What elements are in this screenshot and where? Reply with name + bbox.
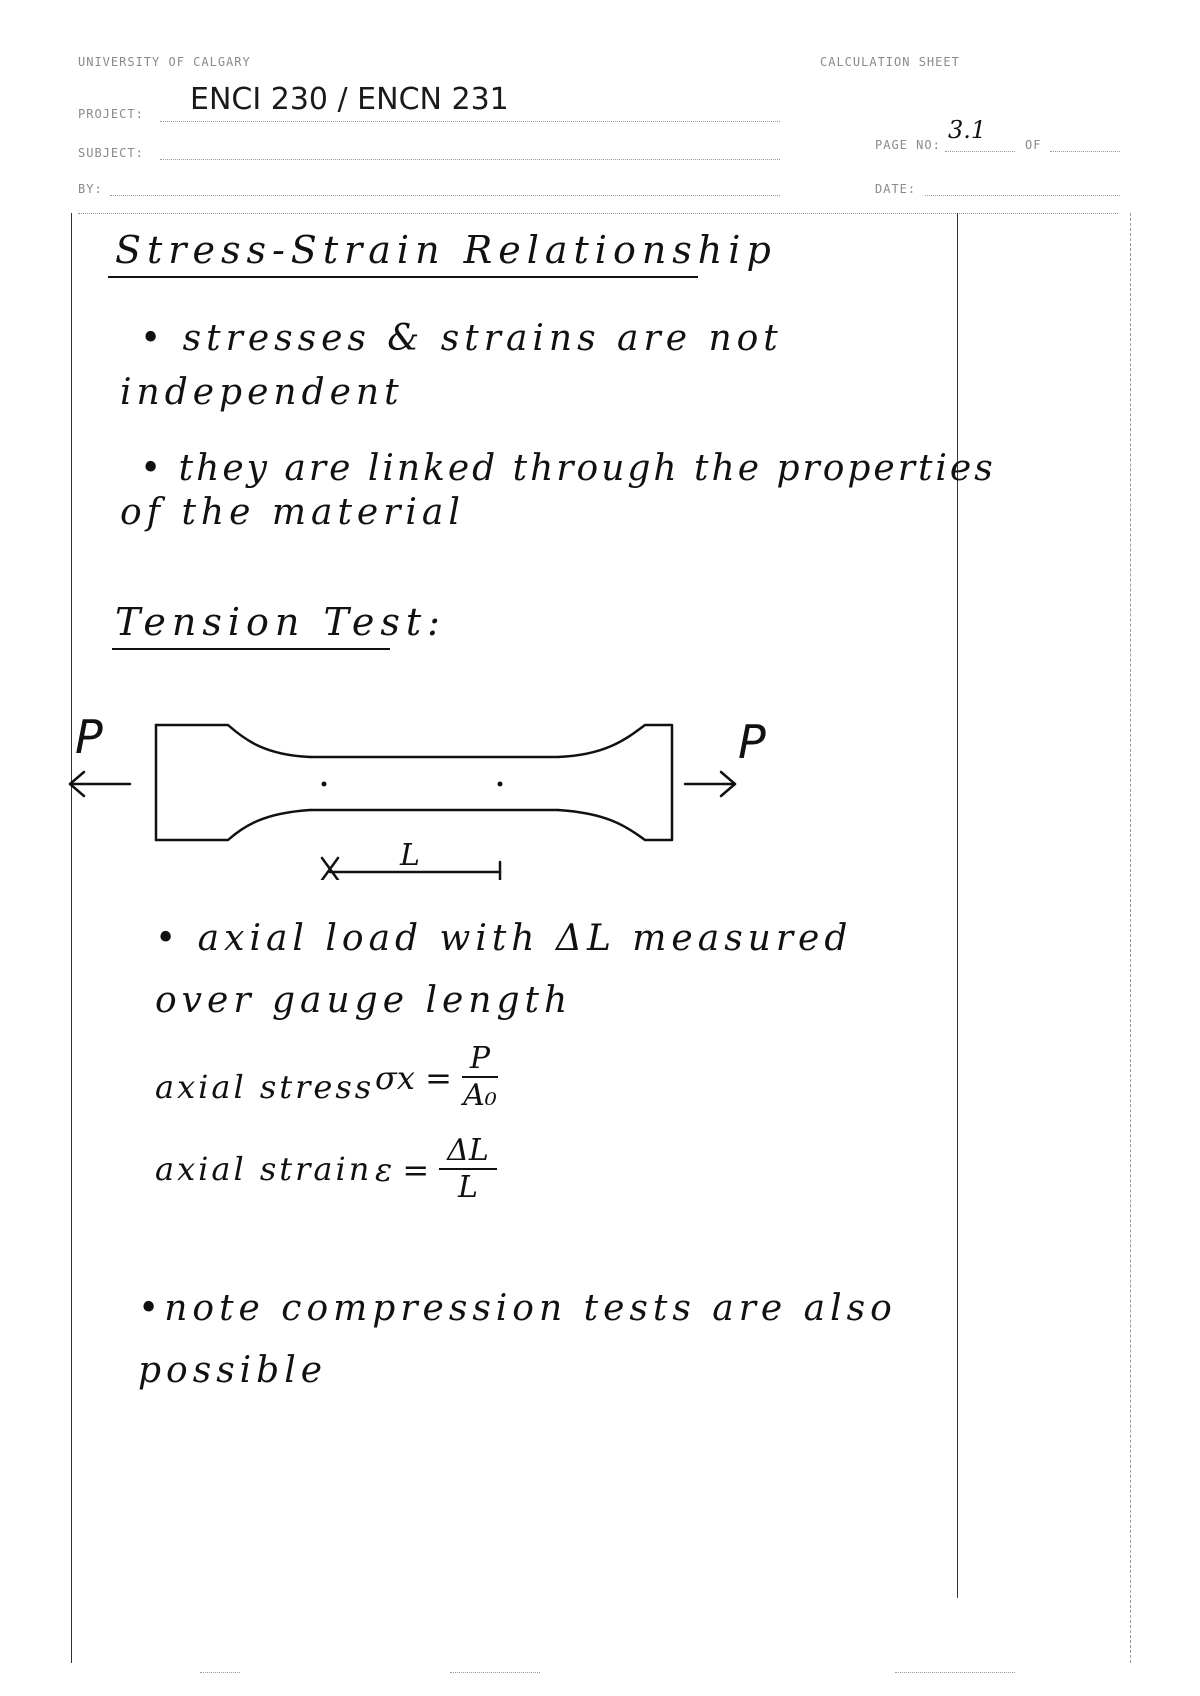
footer-mark-left [200, 1672, 240, 1673]
of-dotted-line [1050, 151, 1120, 152]
heading-stress-strain-underline [108, 276, 698, 278]
bullet-3-line-2: over gauge length [155, 980, 573, 1021]
date-label: DATE: [875, 182, 917, 196]
strain-denominator: L [457, 1170, 478, 1205]
page-label: PAGE NO: [875, 138, 941, 152]
footer-mark-center [450, 1672, 540, 1673]
footer-mark-right [895, 1672, 1015, 1673]
axial-strain-label: axial strain [155, 1150, 373, 1188]
stress-fraction [462, 1042, 498, 1114]
subject-label: SUBJECT: [78, 146, 144, 160]
stress-symbol: σx = [375, 1059, 452, 1097]
page-edge-rule [1130, 213, 1131, 1663]
heading-stress-strain: Stress-Strain Relationship [115, 228, 777, 272]
axial-strain-formula [375, 1134, 497, 1206]
right-column-rule [957, 213, 958, 1598]
axial-stress-label: axial stress [155, 1068, 375, 1106]
by-dotted-line [110, 195, 780, 196]
stress-denominator: A₀ [463, 1078, 497, 1113]
gauge-length-label: L [400, 838, 425, 873]
project-label: PROJECT: [78, 107, 144, 121]
axial-stress-formula [375, 1042, 498, 1114]
note-line-2: possible [138, 1350, 328, 1391]
of-label: OF [1025, 138, 1042, 152]
bullet-1-line-2: independent [120, 372, 404, 413]
stress-numerator: P [469, 1041, 491, 1076]
gauge-mark-left [322, 782, 327, 787]
load-label-right: P [738, 715, 771, 769]
by-label: BY: [78, 182, 103, 196]
heading-tension-test: Tension Test: [115, 600, 446, 644]
heading-tension-test-underline [112, 648, 390, 650]
bullet-2-line-2: of the material [120, 492, 465, 533]
strain-symbol: ε = [375, 1151, 430, 1189]
load-label-left: P [75, 710, 108, 764]
gauge-mark-right [498, 782, 503, 787]
strain-fraction [439, 1134, 497, 1206]
page-number: 3.1 [948, 116, 987, 144]
bullet-3-line-1: • axial load with ΔL measured [155, 918, 853, 959]
subject-dotted-line [160, 159, 780, 160]
note-line-1: •note compression tests are also [138, 1288, 897, 1329]
sheet-type: CALCULATION SHEET [820, 55, 960, 69]
left-margin-rule [71, 213, 72, 1663]
project-value: ENCI 230 / ENCN 231 [190, 82, 509, 117]
project-dotted-line [160, 121, 780, 122]
strain-numerator: ΔL [447, 1133, 489, 1168]
page-dotted-line [945, 151, 1015, 152]
org-line: UNIVERSITY OF CALGARY [78, 55, 251, 69]
bullet-1-line-1: • stresses & strains are not [140, 318, 783, 359]
date-dotted-line [925, 195, 1120, 196]
bullet-2-line-1: • they are linked through the properties [140, 448, 996, 489]
header-separator [78, 213, 1118, 214]
